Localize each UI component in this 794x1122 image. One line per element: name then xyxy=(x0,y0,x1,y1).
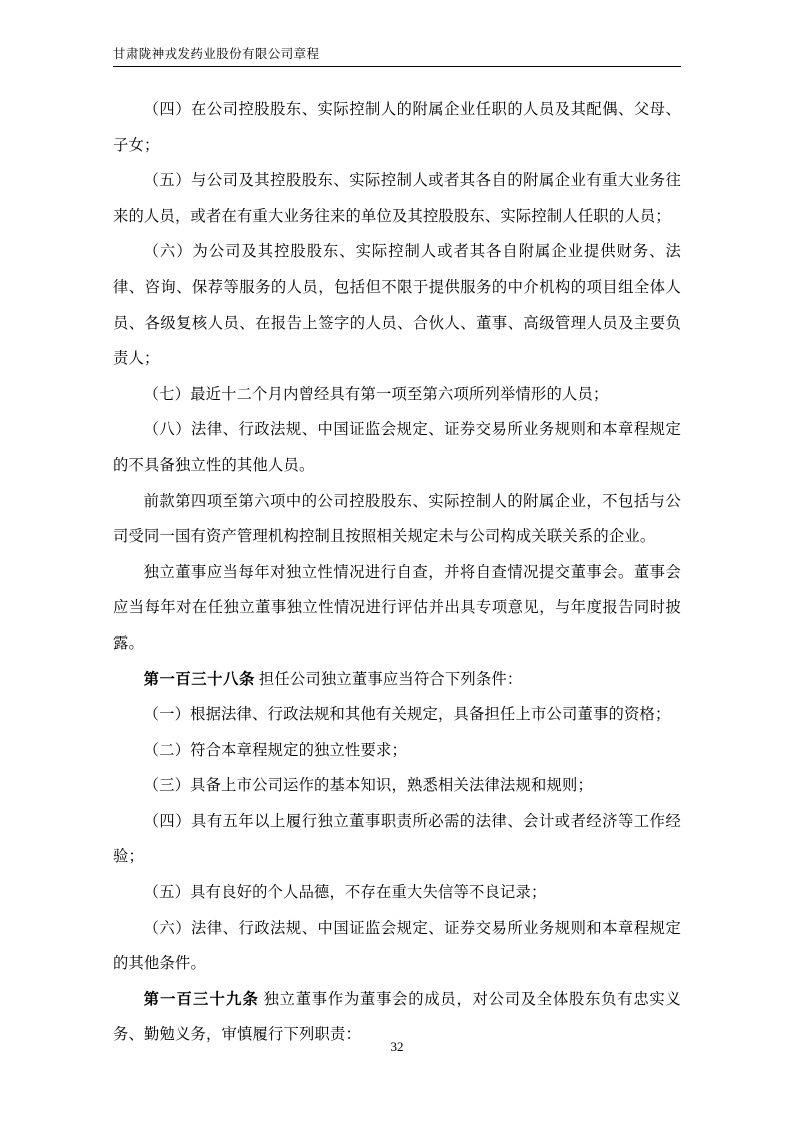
article-138-item-6: （六）法律、行政法规、中国证监会规定、证券交易所业务规则和本章程规定的其他条件。 xyxy=(113,919,681,973)
article-138-item-3: （三）具备上市公司运作的基本知识，熟悉相关法律法规和规则； xyxy=(143,777,594,795)
paragraph-item-6: （六）为公司及其控股股东、实际控制人或者其各自附属企业提供财务、法律、咨询、保荐等服务的人员，包括但不限于提供服务的中介机构的项目组全体人员、各级复核人员、在报告上签字的人员、合伙人、董事、高级管理人员及主要负责人； xyxy=(113,243,681,368)
article-138-item-1: （一）根据法律、行政法规和其他有关规定，具备担任上市公司董事的资格； xyxy=(143,706,671,724)
article-138-item-4: （四）具有五年以上履行独立董事职责所必需的法律、会计或者经济等工作经验； xyxy=(113,812,681,866)
article-138-text: 担任公司独立董事应当符合下列条件： xyxy=(258,670,523,688)
header-company-title: 甘肃陇神戎发药业股份有限公司章程 xyxy=(113,47,320,61)
paragraph-item-5: （五）与公司及其控股股东、实际控制人或者其各自的附属企业有重大业务往来的人员，或者在有重大业务往来的单位及其控股股东、实际控制人任职的人员； xyxy=(113,172,681,225)
article-138-heading xyxy=(113,662,681,698)
paragraph-item-7: （七）最近十二个月内曾经具有第一项至第六项所列举情形的人员； xyxy=(143,385,609,403)
paragraph-affiliate-exception: 前款第四项至第六项中的公司控股股东、实际控制人的附属企业，不包括与公司受同一国有资产管理机构控制且按照相关规定未与公司构成关联关系的企业。 xyxy=(113,492,681,546)
document-body xyxy=(113,92,681,1053)
article-138-number: 第一百三十八条 xyxy=(143,670,255,688)
article-139-text: 独立董事作为董事会的成员，对公司及全体股东负有忠实义务、勤勉义务，审慎履行下列职责： xyxy=(113,990,682,1044)
article-138-item-2: （二）符合本章程规定的独立性要求； xyxy=(143,741,408,759)
page-header xyxy=(113,46,681,67)
article-138-item-5: （五）具有良好的个人品德，不存在重大失信等不良记录； xyxy=(143,884,547,902)
paragraph-item-4: （四）在公司控股股东、实际控制人的附属企业任职的人员及其配偶、父母、子女； xyxy=(113,101,681,154)
article-139-number: 第一百三十九条 xyxy=(143,990,259,1008)
page-footer xyxy=(0,1038,794,1056)
paragraph-item-8: （八）法律、行政法规、中国证监会规定、证券交易所业务规则和本章程规定的不具备独立性的其他人员。 xyxy=(113,421,681,474)
paragraph-independence-review: 独立董事应当每年对独立性情况进行自查，并将自查情况提交董事会。董事会应当每年对在任独立董事独立性情况进行评估并出具专项意见，与年度报告同时披露。 xyxy=(113,563,681,652)
page-number: 32 xyxy=(390,1039,404,1054)
